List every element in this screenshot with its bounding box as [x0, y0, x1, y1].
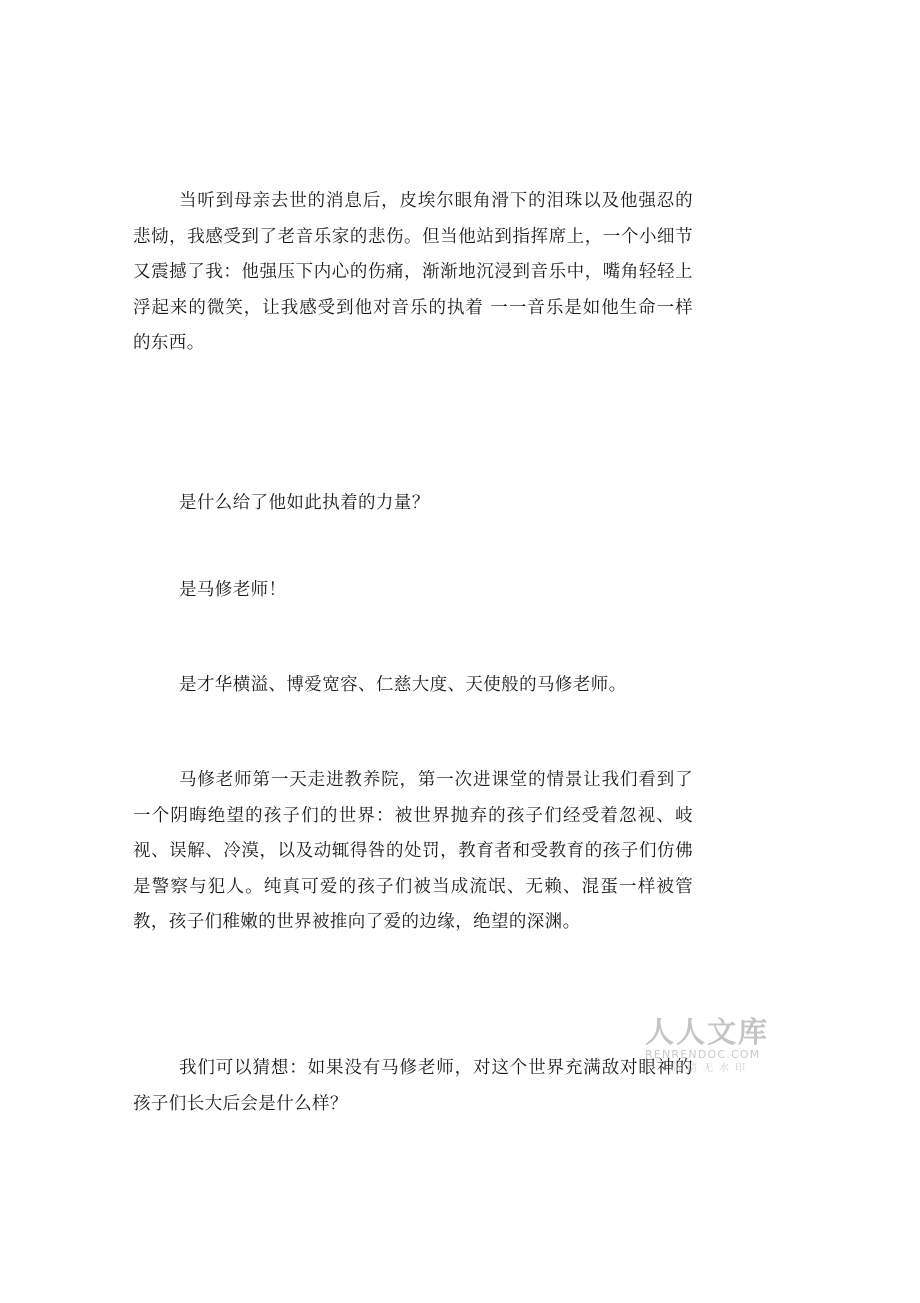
- watermark-title: 人人文库: [645, 1015, 770, 1049]
- watermark-logo: [645, 1016, 775, 1076]
- paragraph-1: 当听到母亲去世的消息后，皮埃尔眼角滑下的泪珠以及他强忍的悲恸，我感受到了老音乐家的悲伤。但当他站到指挥席上，一个小细节又震撼了我：他强压下内心的伤痛，渐渐地沉浸到音乐中，嘴角轻轻上浮起来的微笑，让我感受到他对音乐的执着 一一音乐是如他生命一样的东西。: [133, 191, 693, 353]
- paragraph-4: 是才华横溢、博爱宽容、仁慈大度、天使般的马修老师。: [179, 675, 627, 695]
- paragraph-3: 是马修老师！: [179, 580, 287, 600]
- watermark-tagline: 高清无水印: [671, 1063, 751, 1074]
- watermark-domain: RENRENDOC.COM: [645, 1048, 761, 1061]
- paragraph-6: 我们可以猜想：如果没有马修老师，对这个世界充满敌对眼神的孩子们长大后会是什么样？: [133, 1058, 693, 1114]
- paragraph-5: 马修老师第一天走进教养院，第一次进课堂的情景让我们看到了一个阴晦绝望的孩子们的世界：被世界抛弃的孩子们经受着忽视、岐视、误解、冷漠，以及动辄得咎的处罚，教育者和受教育的孩子们仿佛是警察与犯人。纯真可爱的孩子们被当成流氓、无赖、混蛋一样被管教，孩子们稚嫩的世界被推向了爱的边缘，绝望的深渊。: [133, 770, 693, 932]
- paragraph-2: 是什么给了他如此执着的力量？: [179, 493, 430, 513]
